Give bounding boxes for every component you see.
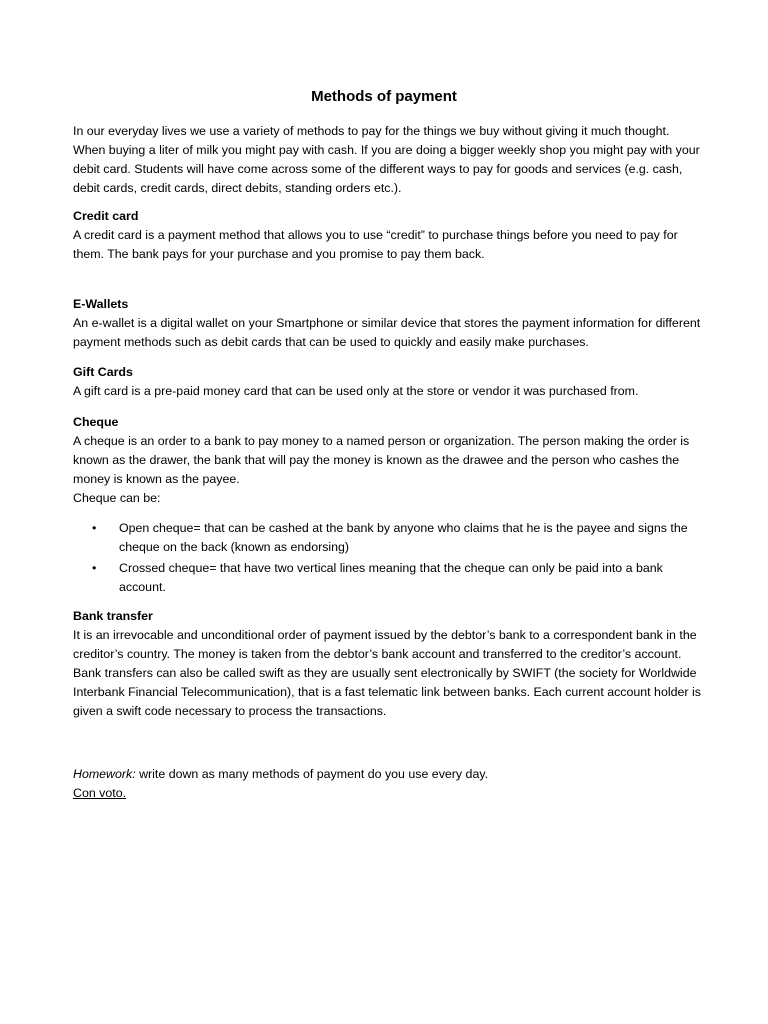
homework-label: Homework: [73,767,136,781]
list-item-text: Crossed cheque= that have two vertical lines meaning that the cheque can only be paid into a bank account. [119,561,663,594]
cheque-heading: Cheque [73,415,119,429]
section-e-wallets [73,295,703,352]
credit-card-text: A credit card is a payment method that allows you to use “credit” to purchase things before you need to pay for them. The bank pays for your purchase and you promise to pay them back. [73,228,678,261]
list-item-text: Open cheque= that can be cashed at the bank by anyone who claims that he is the payee and signs the cheque on the back (known as endorsing) [119,521,688,554]
bullet-icon: • [92,561,97,575]
credit-card-heading: Credit card [73,209,139,223]
homework-line [73,765,703,784]
intro-paragraph [73,122,703,198]
gift-cards-text: A gift card is a pre-paid money card that can be used only at the store or vendor it was purchased from. [73,384,639,398]
e-wallets-text: An e-wallet is a digital wallet on your Smartphone or similar device that stores the payment information for different payment methods such as debit cards that can be used to quickly and easily make purchases. [73,316,701,349]
gift-cards-heading: Gift Cards [73,365,133,379]
homework-text: write down as many methods of payment do you use every day. [135,767,489,781]
bank-transfer-text: It is an irrevocable and unconditional order of payment issued by the debtor’s bank to a correspondent bank in the creditor’s country. The money is taken from the debtor’s bank account and transferred to the creditor’s account. Bank transfers can also be called swift as they are usually sent electronically by SWIFT (the society for Worldwide Interbank Financial Telecommunication), that is a fast telematic link between banks. Each current account holder is given a swift code necessary to process the transactions. [73,628,701,718]
bullet-icon: • [92,521,97,535]
page-title: Methods of payment [311,88,457,105]
homework-note: Con voto. [73,786,127,800]
list-item [73,519,703,557]
cheque-types-list [73,519,703,599]
bank-transfer-heading: Bank transfer [73,609,153,623]
section-homework [73,765,703,803]
section-bank-transfer [73,607,703,721]
section-credit-card [73,207,703,264]
cheque-can-be: Cheque can be: [73,491,161,505]
e-wallets-heading: E-Wallets [73,297,129,311]
list-item [73,559,703,597]
section-cheque [73,413,703,508]
section-gift-cards [73,363,703,401]
intro-text: In our everyday lives we use a variety of methods to pay for the things we buy without giving it much thought. When buying a liter of milk you might pay with cash. If you are doing a bigger weekly shop you might pay with your debit card. Students will have come across some of the different ways to pay for goods and services (e.g. cash, debit cards, credit cards, direct debits, standing orders etc.). [73,124,700,195]
cheque-text: A cheque is an order to a bank to pay money to a named person or organization. The person making the order is known as the drawer, the bank that will pay the money is known as the drawee and the person who cashes the money is known as the payee. [73,434,690,486]
